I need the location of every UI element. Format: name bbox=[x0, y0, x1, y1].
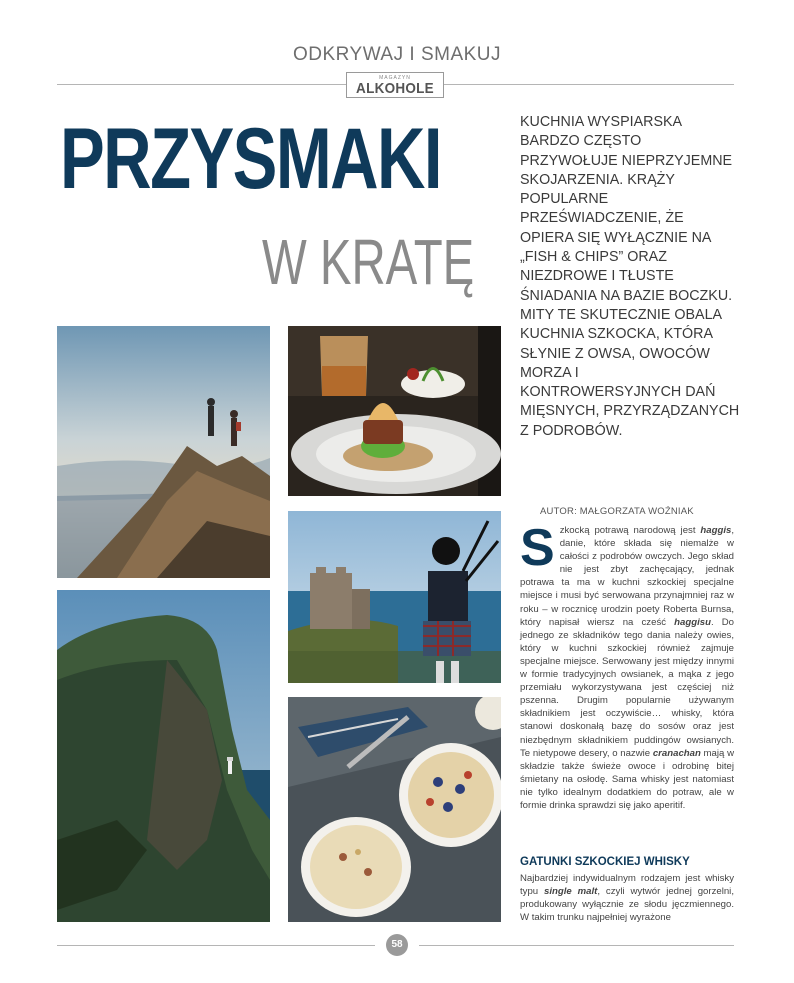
logo-magazine-label: MAGAZYN bbox=[379, 75, 411, 81]
header-rule-right bbox=[444, 84, 734, 85]
plated-dish-with-whisky-photo bbox=[288, 326, 501, 496]
cliff-lighthouse-photo bbox=[57, 590, 270, 922]
magazine-logo bbox=[346, 72, 444, 98]
porridge-bowls-photo bbox=[288, 697, 501, 922]
logo-brand-name: ALKOHOLE bbox=[356, 80, 434, 97]
drop-cap: S bbox=[520, 519, 555, 577]
header-rule-left bbox=[57, 84, 346, 85]
article-lead: KUCHNIA WYSPIARSKA BARDZO CZĘSTO PRZYWOŁUJE NIEPRZYJEMNE SKOJARZENIA. KRĄŻY POPULARNE PRZEŚWIADCZENIE, ŻE OPIERA SIĘ WYŁĄCZNIE NA „FISH & CHIPS” ORAZ NIEZDROWE I TŁUSTE ŚNIADANIA NA BAZIE BOCZKU. MITY TE SKUTECZNIE OBALA KUCHNIA SZKOCKA, KTÓRA SŁYNIE Z OWSA, OWOCÓW MORZA I KONTROWERSYJNYCH DAŃ MIĘSNYCH, PRZYRZĄDZANYCH Z PODROBÓW. bbox=[520, 114, 740, 439]
term-haggis: haggis bbox=[700, 525, 732, 536]
footer-rule-right bbox=[419, 945, 734, 946]
term-single-malt: single malt bbox=[544, 886, 598, 898]
article-body-continued bbox=[520, 872, 734, 924]
section-subheading: GATUNKI SZKOCKIEJ WHISKY bbox=[520, 856, 690, 868]
body-text: , czyli wytwór jednej gorzelni, produkowany wyłącznie ze słodu jęczmiennego. W takim trunku najpełniej wyrażone bbox=[520, 886, 734, 924]
article-title: PRZYSMAKI bbox=[60, 111, 442, 207]
article-author: AUTOR: MAŁGORZATA WOŹNIAK bbox=[540, 506, 694, 517]
term-cranachan: cranachan bbox=[652, 747, 701, 759]
footer-rule-left bbox=[57, 945, 375, 946]
body-text: . Do jednego ze składników tego dania należy owies, który w kuchni szkockiej również zajmuje specjalne miejsce. Serwowany jest między innymi w formie tradycyjnych owsianek, a mąka z jego przemiału wykorzystywana jest częściej niż pszenna. Drugim popularnie używanym składnikiem jest oczywiście… whisky, która stanowi doskonałą bazę do sosów oraz jest niezbędnym składnikiem puddingów owsianych. Te nietypowe desery, o nazwie bbox=[520, 616, 734, 759]
page-number: 58 bbox=[386, 934, 408, 956]
article-subtitle: W KRATĘ bbox=[262, 226, 475, 298]
body-text: , danie, które składa się niemalże w całości z podrobów owczych. Jego skład nie jest zbyt zachęcający, jednak potrawa ta ma w kuchni szkockiej specjalne miejsce i musi być serwowana przynajmniej raz w roku – w rocznicę urodzin poety Roberta Burnsa, który napisał wiersz na cześć bbox=[520, 525, 734, 628]
body-text: zkocką potrawą narodową jest bbox=[559, 525, 701, 536]
bagpiper-castle-photo bbox=[288, 511, 501, 683]
section-title: ODKRYWAJ I SMAKUJ bbox=[292, 44, 502, 65]
body-text: Najbardziej indywidualnym rodzajem jest whisky typu bbox=[520, 873, 734, 898]
hikers-on-mountain-photo bbox=[57, 326, 270, 578]
article-body bbox=[520, 519, 734, 812]
term-haggisu: haggisu bbox=[674, 616, 711, 628]
body-text: mają w składzie także świeże owoce i odrobinę bitej śmietany na osłodę. Sama whisky jest natomiast nie tylko idealnym dodatkiem do potraw, ale w formie drinka sprawdzi się jako aperitif. bbox=[520, 747, 734, 811]
